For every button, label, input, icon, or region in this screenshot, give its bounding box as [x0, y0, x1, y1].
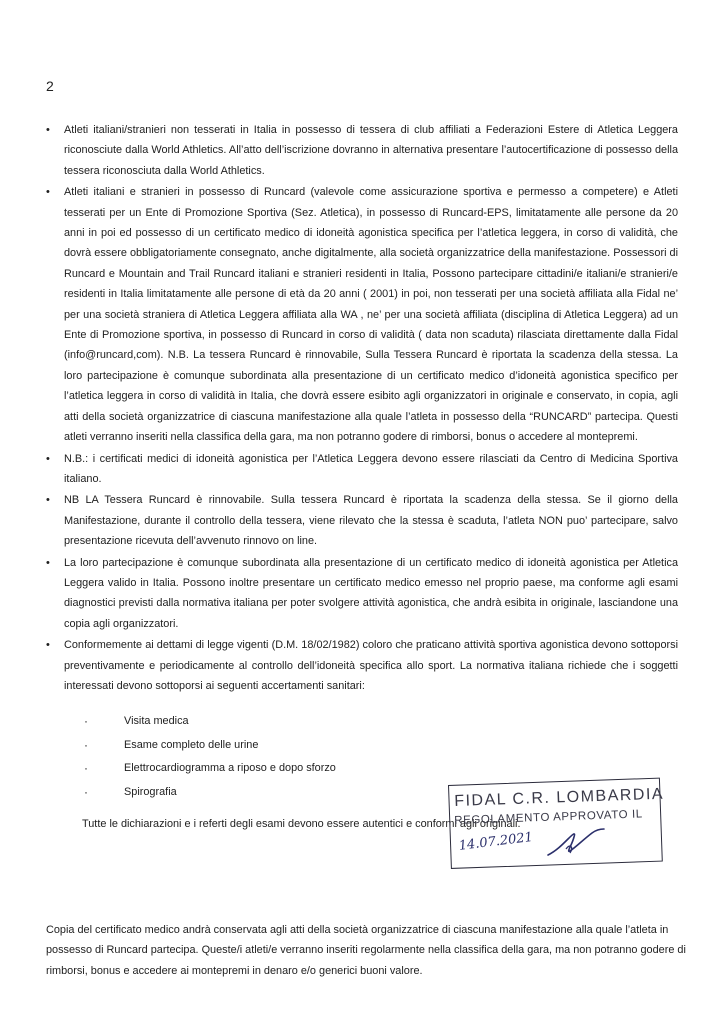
- closing-statement: Tutte le dichiarazioni e i referti degli esami devono essere autentici e conformi agli originali.: [82, 818, 521, 831]
- list-item: • N.B.: i certificati medici di idoneità agonistica per l’Atletica Leggera devono essere rilasciati da Centro di Medicina Sportiva italiano.: [64, 449, 678, 490]
- list-item: • Conformemente ai dettami di legge vigenti (D.M. 18/02/1982) coloro che praticano attività sportiva agonistica devono sottoporsi preventivamente e periodicamente al controllo dell’idoneità specifica allo sport. La normativa italiana richiede che i soggetti interessati devono sottoporsi ai seguenti accertamenti sanitari:: [64, 635, 678, 696]
- exam-item: · Spirografia: [64, 781, 678, 805]
- list-item: • Atleti italiani e stranieri in possesso di Runcard (valevole come assicurazione sportiva e permesso a competere) e Atleti tesserati per un Ente di Promozione Sportiva (Sez. Atletica), in possesso di Runcard-EPS, limitatamente alle persone da 20 anni in poi ed possesso di un certificato medico di idoneità agonistica specifica per l’atletica leggera, in corso di validità, che dovrà essere obbligatoriamente consegnato, anche digitalmente, alla società organizzatrice della manifestazione. Possessori di Runcard e Mountain and Trail Runcard italiani e stranieri residenti in Italia, Possono partecipare cittadini/e italiani/e stranieri/e residenti in Italia limitatamente alle persone di età da 20 anni ( 2001) in poi, non tesserati per una società affiliata alla Fidal ne’ per una società straniera di Atletica Leggera affiliata alla WA , ne’ per una società affiliata (disciplina di Atletica Leggera) ad un Ente di Promozione sportiva, in possesso di Runcard in corso di validità ( data non scaduta) rilasciata direttamente dalla Fidal (info@runcard,com). N.B. La tessera Runcard è rinnovabile, Sulla Tessera Runcard è riportata la scadenza della stessa. La loro partecipazione è comunque subordinata alla presentazione di un certificato medico d’idoneità agonistica specifico per l’atletica leggera in corso di validità in Italia, che dovrà essere esibito agli organizzatori in originale e conservato, in copia, agli atti della società organizzatrice di ciascuna manifestazione alla quale l’atleta in possesso della “RUNCARD” partecipa. Questi atleti verranno inseriti nella classifica della gara, ma non potranno godere di rimborsi, bonus o accedere al montepremi.: [64, 182, 678, 447]
- stamp-date: 14.07.2021: [458, 829, 534, 854]
- page-number: 2: [46, 78, 54, 94]
- final-paragraph: Copia del certificato medico andrà conservata agli atti della società organizzatrice di ciascuna manifestazione alla quale l’atleta in possesso di Runcard partecipa. Queste/i atleti/e verranno inseriti regolarmente nella classifica della gara, ma non potranno godere di rimborsi, bonus e accedere ai montepremi in denaro e/o generici buoni valore.: [46, 924, 686, 977]
- exam-item: · Visita medica: [64, 710, 678, 734]
- approval-stamp: [448, 785, 664, 873]
- list-item: • Atleti italiani/stranieri non tesserati in Italia in possesso di tessera di club affiliati a Federazioni Estere di Atletica Leggera riconosciute dalla World Athletics. All’atto dell’iscrizione dovranno in alternativa presentare l’autocertificazione di possesso della tessera riconosciuta dalla World Athletics.: [64, 120, 678, 181]
- list-item: • NB LA Tessera Runcard è rinnovabile. Sulla tessera Runcard è riportata la scadenza della stessa. Se il giorno della Manifestazione, durante il controllo della tessera, viene rilevato che la stessa è scaduta, l’atleta NON puo’ partecipare, salvo presentazione ricevuta dell’avvenuto rinnovo on line.: [64, 490, 678, 551]
- document-body: [64, 120, 678, 835]
- stamp-title: FIDAL C.R. LOMBARDIA: [454, 785, 665, 810]
- exam-item: · Esame completo delle urine: [64, 734, 678, 758]
- list-item: • La loro partecipazione è comunque subordinata alla presentazione di un certificato medico di idoneità agonistica per Atletica Leggera valido in Italia. Possono inoltre presentare un certificato medico emesso nel proprio paese, ma conforme agli esami diagnostici previsti dalla normativa italiana per poter svolgere attività agonistica, che andrà esibita in originale, lasciandone una copia agli organizzatori.: [64, 553, 678, 635]
- eligibility-list: [64, 120, 678, 696]
- exam-item: · Elettrocardiogramma a riposo e dopo sforzo: [64, 757, 678, 781]
- stamp-subtitle: REGOLAMENTO APPROVATO IL: [454, 808, 643, 827]
- signature-mark: [540, 825, 610, 861]
